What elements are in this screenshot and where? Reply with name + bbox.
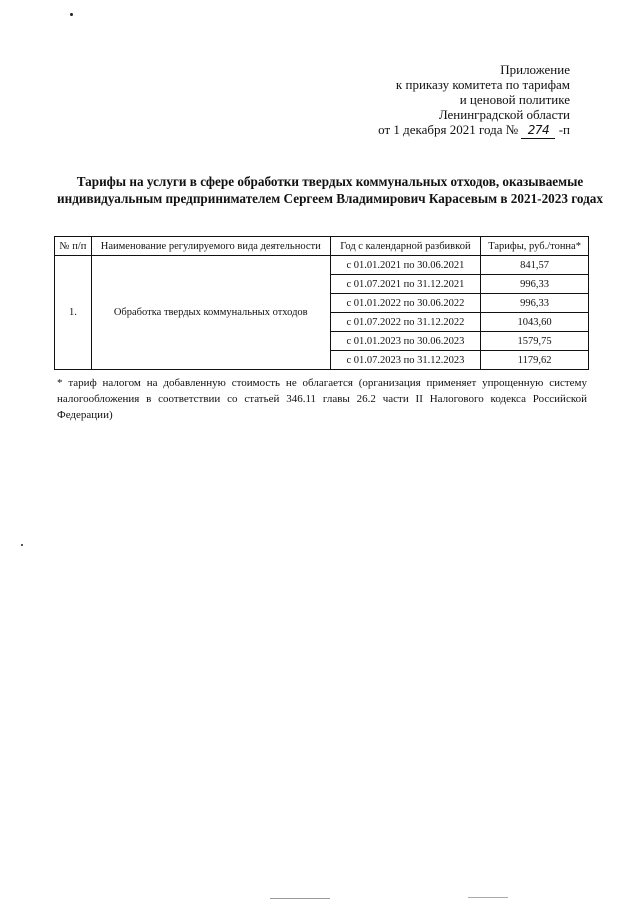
period-cell: с 01.01.2022 по 30.06.2022	[330, 294, 481, 313]
order-number: 274	[521, 123, 555, 139]
table-header-row	[55, 237, 589, 256]
period-cell: с 01.07.2021 по 31.12.2021	[330, 275, 481, 294]
scan-speck	[21, 544, 23, 546]
appendix-line: и ценовой политике	[459, 92, 570, 107]
period-cell: с 01.07.2023 по 31.12.2023	[330, 351, 481, 370]
appendix-line: Ленинградской области	[438, 107, 570, 122]
row-number: 1.	[55, 256, 92, 370]
title-line: Тарифы на услуги в сфере обработки твердых коммунальных отходов, оказываемые	[76, 174, 584, 189]
period-cell: с 01.07.2022 по 31.12.2022	[330, 313, 481, 332]
header-period: Год с календарной разбивкой	[330, 237, 481, 256]
header-tariff: Тарифы, руб./тонна*	[481, 237, 589, 256]
tariff-cell: 1579,75	[481, 332, 589, 351]
tariff-cell: 996,33	[481, 294, 589, 313]
tariff-table	[54, 236, 589, 370]
order-date: от 1 декабря 2021 года №	[378, 122, 519, 137]
period-cell: с 01.01.2021 по 30.06.2021	[330, 256, 481, 275]
tariff-cell: 841,57	[481, 256, 589, 275]
appendix-title: Приложение	[500, 62, 570, 77]
scan-edge-mark	[468, 897, 508, 898]
tariff-cell: 996,33	[481, 275, 589, 294]
header-number: № п/п	[55, 237, 92, 256]
appendix-order-line	[300, 122, 570, 139]
table-row	[55, 256, 589, 275]
title-line: индивидуальным предпринимателем Сергеем Владимирович Карасевым в 2021-2023 годах	[57, 191, 603, 206]
period-cell: с 01.01.2023 по 30.06.2023	[330, 332, 481, 351]
tariff-cell: 1043,60	[481, 313, 589, 332]
appendix-header	[300, 62, 570, 139]
document-title	[40, 173, 620, 207]
tariff-cell: 1179,62	[481, 351, 589, 370]
activity-name: Обработка твердых коммунальных отходов	[91, 256, 330, 370]
order-suffix: -п	[558, 122, 570, 137]
tariff-footnote: * тариф налогом на добавленную стоимость не облагается (организация применяет упрощенную систему налогообложения в соответствии со статьей 346.11 главы 26.2 части II Налогового кодекса Российской Федерации)	[57, 377, 587, 421]
appendix-line: к приказу комитета по тарифам	[395, 77, 570, 92]
scan-edge-mark	[270, 898, 330, 899]
header-activity: Наименование регулируемого вида деятельности	[91, 237, 330, 256]
scan-speck	[70, 13, 73, 16]
